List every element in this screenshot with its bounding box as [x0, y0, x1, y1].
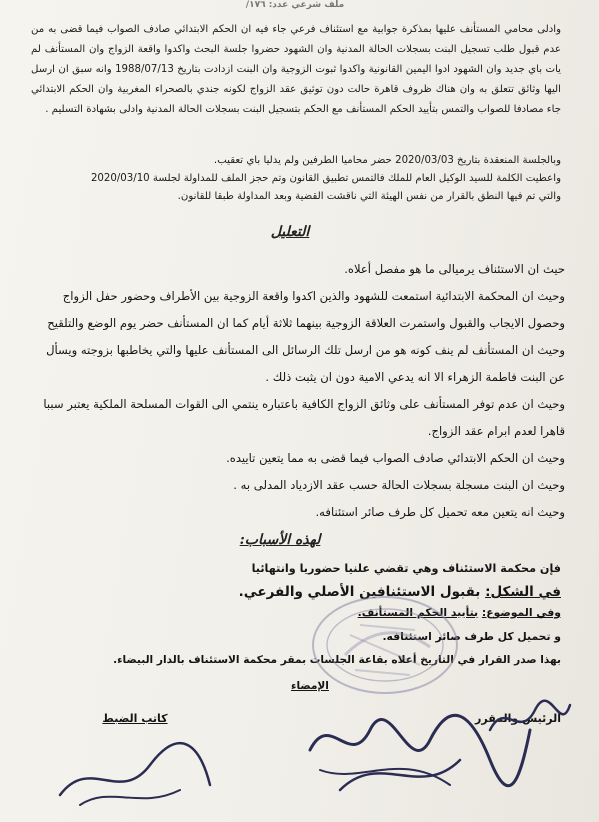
merits-label: وفي الموضوع:	[481, 606, 561, 619]
merits-text: بتأييد الحكم المستأنف.	[357, 606, 479, 619]
reasoning-line-10: وحيث انه يتعين معه تحميل كل طرف صائر استئنافه.	[315, 505, 565, 519]
reasoning-line-1: حيث ان الاستئناف يرميالى ما هو مفصل أعلاه.	[344, 262, 565, 276]
signatures-label: الإمضاء	[291, 680, 329, 692]
form-text: بقبول الاستئنافين الأصلي والفرعي.	[238, 584, 481, 600]
appellee-reply-paragraph: وادلى محامي المستأنف عليها بمذكرة جوابية مع استئناف فرعي جاء فيه ان الحكم الابتدائي صادف الصواب فيما قضى به من عدم قبول طلب تسجيل البنت بسجلات الحالة المدنية وان الشهود حضروا جلسة البحث واكدوا واقعة الزواج وان المستأنف لم يات باي جديد وان الشهود ادوا اليمين القانونية واكدوا ثبوت الزوجية وان البنت ازدادت بتاريخ 1988/07/13 وانه سبق ان ارسل اليها وثائق تتعلق به وان هناك ظروف قاهرة حالت دون توثيق عقد الزواج لكونه جندي بالصحراء المغربية وان الحكم الابتدائي جاء مصادفا للصواب والتمس بتأييد الحكم المستأنف مع الحكم بتسجيل البنت بسجلات الحالة المدنية وادلى بشهادة التسليم .	[31, 24, 562, 115]
clerk-signature	[50, 735, 220, 815]
clerk-label: كاتب الضبط	[102, 712, 168, 725]
session-line-1: وبالجلسة المنعقدة بتاريخ 2020/03/03 حضر محاميا الطرفين ولم يدليا باي تعقيب.	[213, 155, 561, 166]
president-label: الرئيس والمقرر	[475, 712, 561, 725]
president-signature	[480, 690, 580, 750]
court-ruling-line: فإن محكمة الاستئناف وهي تقضي علنيا حضوريا وانتهائيا	[251, 562, 561, 575]
session-line-3: والتي تم فيها النطق بالقرار من نفس الهيئة التي ناقشت القضية وبعد المداولة طبقا للقانون.	[177, 191, 561, 202]
session-line-2: واعطيت الكلمة للسيد الوكيل العام للملك فالتمس تطبيق القانون وتم حجز الملف للمداولة لجلسة 2020/03/10	[90, 173, 561, 184]
costs-line: و تحميل كل طرف صائر استئنافه.	[382, 630, 561, 643]
issuance-line: بهذا صدر القرار في التاريخ أعلاه بقاعة الجلسات بمقر محكمة الاستئناف بالدار البيضاء.	[113, 654, 561, 666]
reasoning-line-3: وحصول الايجاب والقبول واستمرت العلاقة الزوجية بينهما ثلاثة أيام كما ان المستأنف حضر يوم الوضع والتلقيح	[47, 316, 565, 330]
reasons-heading: لهذه الأسباب:	[239, 532, 321, 548]
reasoning-line-2: وحيث ان المحكمة الابتدائية استمعت للشهود والذين اكدوا واقعة الزوجية بين الأطراف وحضور حفل الزواج	[62, 289, 565, 303]
file-reference: ملف شرعي عدد: ١٧٦/	[245, 0, 345, 10]
reasoning-line-8: وحيث ان الحكم الابتدائي صادف الصواب فيما قضى به مما يتعين تاييده.	[226, 451, 565, 465]
reasoning-line-4: وحيث ان المستأنف لم ينف كونه هو من ارسل تلك الرسائل الى المستأنف عليها والتي يخاطبها بزوجته ويسأل	[46, 343, 565, 357]
reasoning-line-6: وحيث ان عدم توفر المستأنف على وثائق الزواج الكافية باعتباره ينتمي الى القوات المسلحة الملكية يعتبر سببا	[43, 397, 565, 411]
reasoning-line-5: عن البنت فاطمة الزهراء الا انه يدعي الامية دون ان يثبت ذلك .	[265, 370, 565, 384]
reasoning-line-9: وحيث ان البنت مسجلة بسجلات الحالة حسب عقد الازدياد المدلى به .	[233, 478, 565, 492]
form-label: في الشكل:	[485, 584, 561, 600]
reasoning-line-7: قاهرا لعدم ابرام عقد الزواج.	[427, 424, 565, 438]
court-stamp	[290, 585, 490, 705]
reasoning-heading: التعليل	[270, 224, 310, 240]
